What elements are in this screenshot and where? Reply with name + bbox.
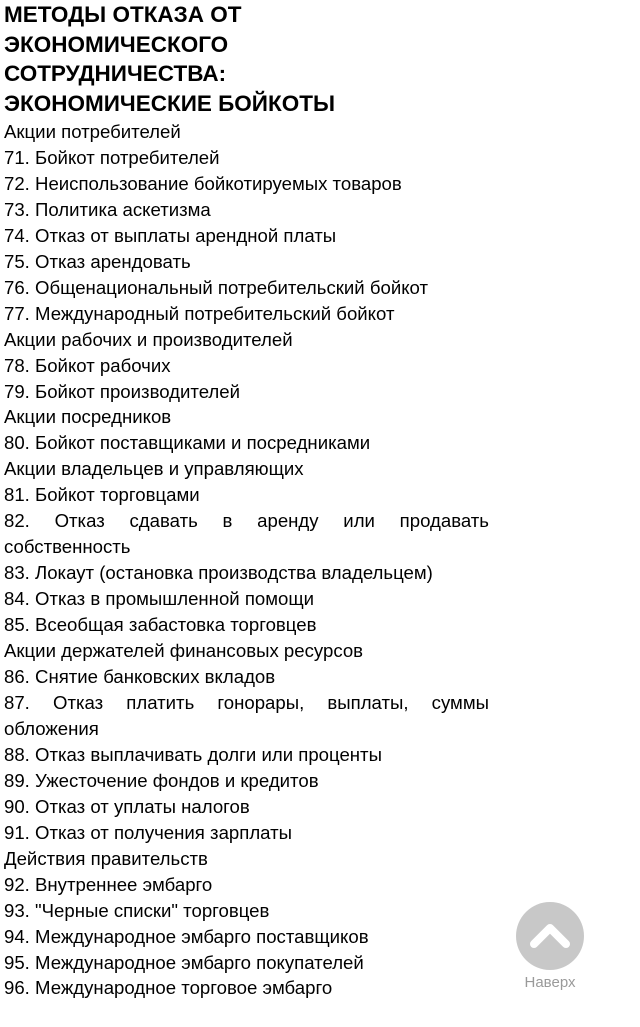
list-item: 83. Локаут (остановка производства владельцем) (4, 562, 433, 584)
title-line: СОТРУДНИЧЕСТВА: (4, 61, 227, 86)
list-item: 91. Отказ от получения зарплаты (4, 821, 292, 843)
list-item: 86. Снятие банковских вкладов (4, 666, 276, 688)
list-item: 71. Бойкот потребителей (4, 146, 220, 168)
list-item: 75. Отказ арендовать (4, 250, 191, 272)
title-line: ЭКОНОМИЧЕСКОГО (4, 31, 229, 57)
list-item: 95. Международное эмбарго покупателей (4, 951, 364, 973)
title-line: МЕТОДЫ ОТКАЗА ОТ (4, 2, 242, 27)
list-item: 81. Бойкот торговцами (4, 484, 200, 506)
title-line: ЭКОНОМИЧЕСКИЕ БОЙКОТЫ (4, 90, 335, 116)
page-title (4, 0, 489, 118)
article (4, 0, 489, 1001)
back-to-top-circle[interactable] (516, 902, 584, 970)
list-item: 79. Бойкот производителей (4, 380, 241, 402)
methods-list (4, 119, 489, 1001)
section-heading: Акции рабочих и производителей (4, 328, 293, 350)
section-heading: Акции владельцев и управляющих (4, 458, 304, 480)
list-item: 73. Политика аскетизма (4, 198, 211, 220)
chevron-up-icon (516, 902, 584, 970)
list-item: 85. Всеобщая забастовка торговцев (4, 614, 317, 636)
list-item: 94. Международное эмбарго поставщиков (4, 925, 369, 947)
list-item: 82. Отказ сдавать в аренду или продавать собственность (4, 510, 489, 558)
section-heading: Акции держателей финансовых ресурсов (4, 640, 364, 662)
list-item: 87. Отказ платить гонорары, выплаты, суммы обложения (4, 691, 489, 739)
list-item: 76. Общенациональный потребительский бойкот (4, 276, 429, 298)
list-item: 90. Отказ от уплаты налогов (4, 795, 250, 817)
list-item: 89. Ужесточение фондов и кредитов (4, 769, 319, 791)
list-item: 88. Отказ выплачивать долги или проценты (4, 743, 382, 765)
list-item: 92. Внутреннее эмбарго (4, 873, 213, 895)
section-heading: Акции посредников (4, 406, 172, 428)
list-item: 72. Неиспользование бойкотируемых товаров (4, 172, 402, 194)
list-item: 74. Отказ от выплаты арендной платы (4, 224, 337, 246)
back-to-top-label[interactable]: Наверх (524, 974, 576, 991)
list-item: 96. Международное торговое эмбарго (4, 977, 333, 999)
list-item: 80. Бойкот поставщиками и посредниками (4, 432, 371, 454)
section-heading: Действия правительств (4, 847, 208, 869)
list-item: 93. "Черные списки" торговцев (4, 899, 270, 921)
list-item: 78. Бойкот рабочих (4, 354, 171, 376)
back-to-top-button[interactable] (515, 902, 585, 992)
list-item: 77. Международный потребительский бойкот (4, 302, 395, 324)
section-heading: Акции потребителей (4, 121, 181, 142)
list-item: 84. Отказ в промышленной помощи (4, 588, 315, 610)
